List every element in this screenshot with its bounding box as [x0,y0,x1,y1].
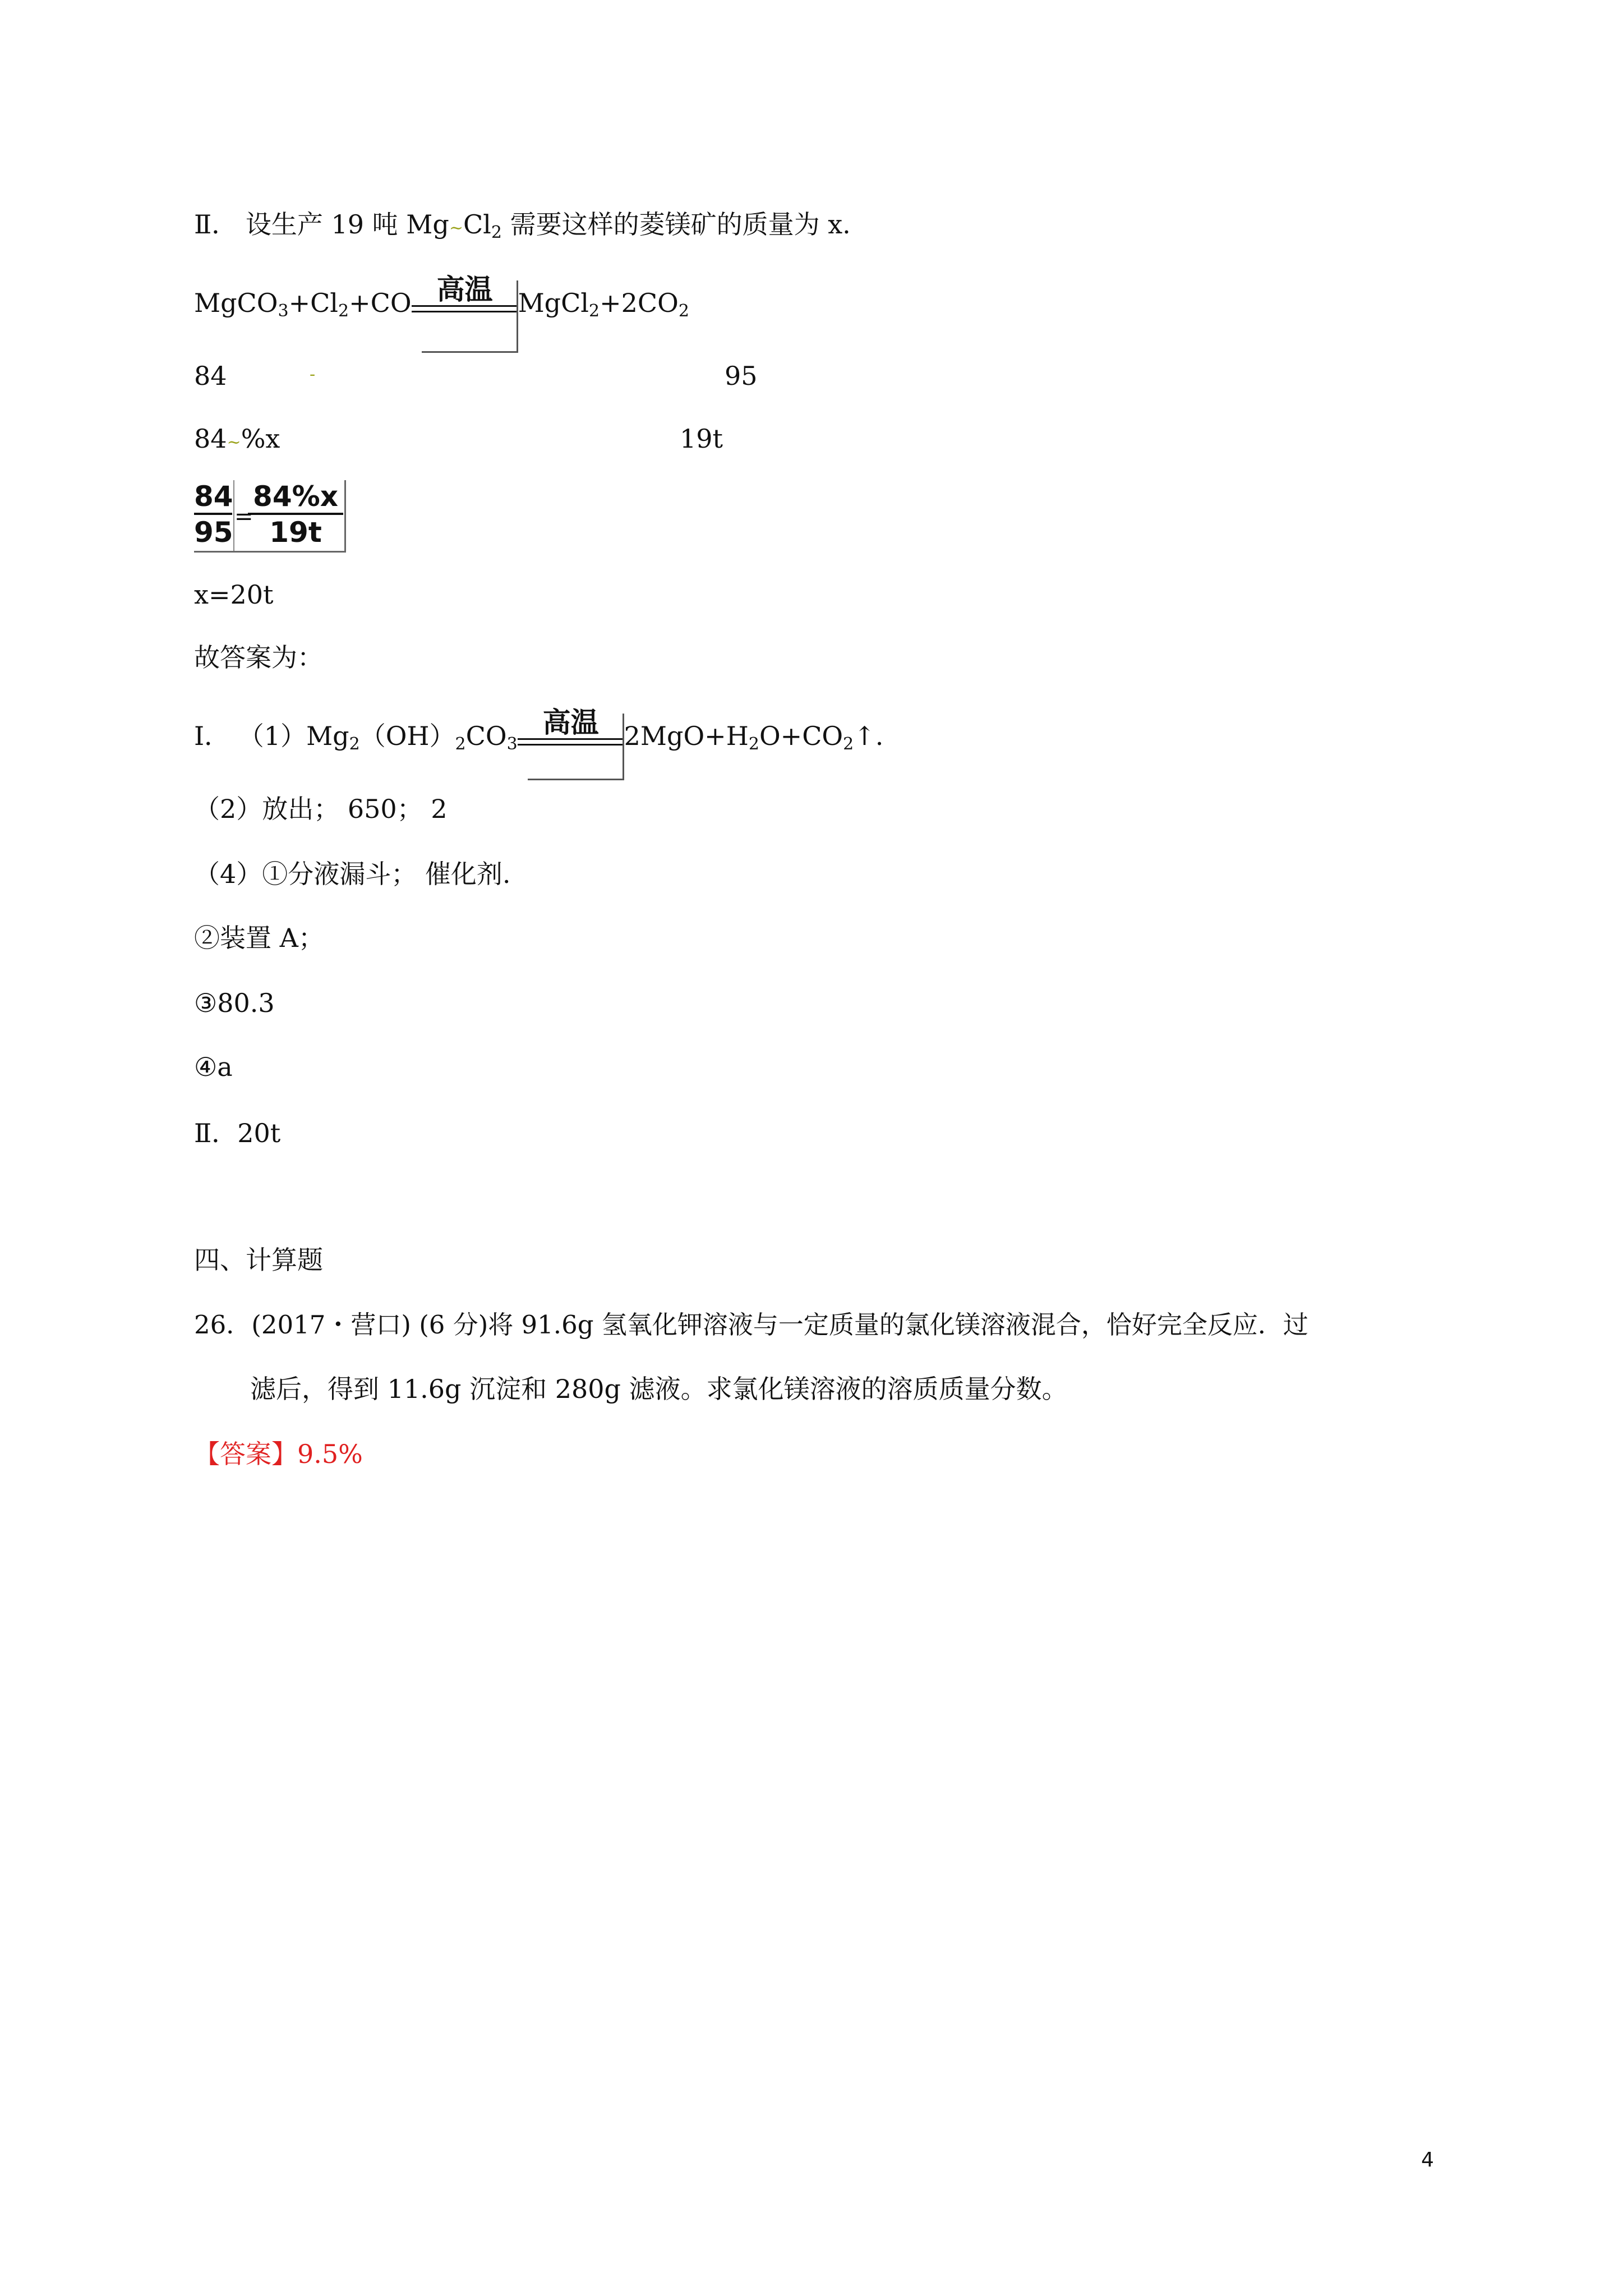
formula-text: MgCl [518,288,589,318]
intro-text: Cl [463,209,491,240]
formula-text: +CO [349,288,412,318]
roman-numeral: Ⅰ． [194,721,230,751]
ratio-row-1 [194,359,758,393]
formula-text: +2CO [600,288,679,318]
answer-part2: Ⅱ．20t [194,1118,281,1148]
answer-2: （2）放出； 650； 2 [194,794,448,824]
reaction-condition [412,273,518,320]
intro-text: 设生产 19 吨 Mg [245,209,449,240]
subscript: 2 [589,301,600,321]
question-26-line2: 滤后，得到 11.6g 沉淀和 280g 滤液。求氯化镁溶液的溶质质量分数。 [250,1374,1068,1404]
scan-mark: ~ [227,432,241,452]
section-title: 四、计算题 [194,1245,323,1275]
subscript: 2 [455,734,466,754]
fraction-left [194,480,232,550]
subscript: 2 [748,734,759,754]
formula-text: +Cl [288,288,339,318]
formula-text: （OH） [359,721,455,751]
answer-line [194,1437,363,1471]
ratio-left: 84 [194,424,227,454]
subscript: 3 [278,301,289,321]
ratio-right: 19t [680,424,723,454]
subscript: 3 [506,734,518,754]
formula-text: ↑. [854,721,884,751]
intro-text: 需要这样的菱镁矿的质量为 x. [502,209,851,240]
answer-4-3: ③80.3 [194,988,275,1018]
numerator: 84 [194,480,232,515]
equals-sign: = [234,504,253,530]
scan-mark: ~ [449,218,463,238]
condition-label: 高温 [542,706,599,739]
subscript: 2 [678,301,689,321]
answer-label: 【答案】 [194,1439,297,1469]
image-frame [422,280,518,353]
ratio-left: %x [241,424,280,454]
ratio-left: 84 [194,361,227,391]
answer-4-4: ④a [194,1052,233,1082]
formula-text: O+CO [759,721,843,751]
scan-mark: - [310,365,316,384]
formula-text: 2MgO+H [624,721,749,751]
denominator: 19t [269,516,322,549]
condition-label: 高温 [436,273,493,306]
equation-line [194,273,689,328]
result-line: x=20t [194,579,274,610]
subscript: 2 [843,734,854,754]
answer-value: 9.5% [297,1439,363,1469]
formula-text: CO [465,721,507,751]
reaction-condition [518,706,624,753]
formula-text: （1）Mg [238,721,349,751]
answer-1 [194,706,884,761]
page-number: 4 [1421,2148,1434,2171]
numerator: 84%x [248,480,343,515]
question-26-line1: 26．(2017・营口) (6 分)将 91.6g 氢氧化钾溶液与一定质量的氯化镁溶液混合，恰好完全反应．过 [194,1310,1308,1340]
answer-heading: 故答案为： [194,642,323,673]
ratio-row-2 [194,422,723,459]
subscript: 2 [349,734,360,754]
formula-text: MgCO [194,288,278,318]
subscript: 2 [338,301,349,321]
ratio-right: 95 [725,361,758,391]
roman-numeral: Ⅱ． [194,209,238,240]
part2-intro [194,208,851,250]
image-frame [528,714,624,780]
fraction-right [248,480,343,550]
answer-4-2: ②装置 A； [194,923,324,953]
answer-4: （4）①分液漏斗； 催化剂. [194,859,511,889]
denominator: 95 [194,516,233,549]
subscript: 2 [491,223,502,242]
